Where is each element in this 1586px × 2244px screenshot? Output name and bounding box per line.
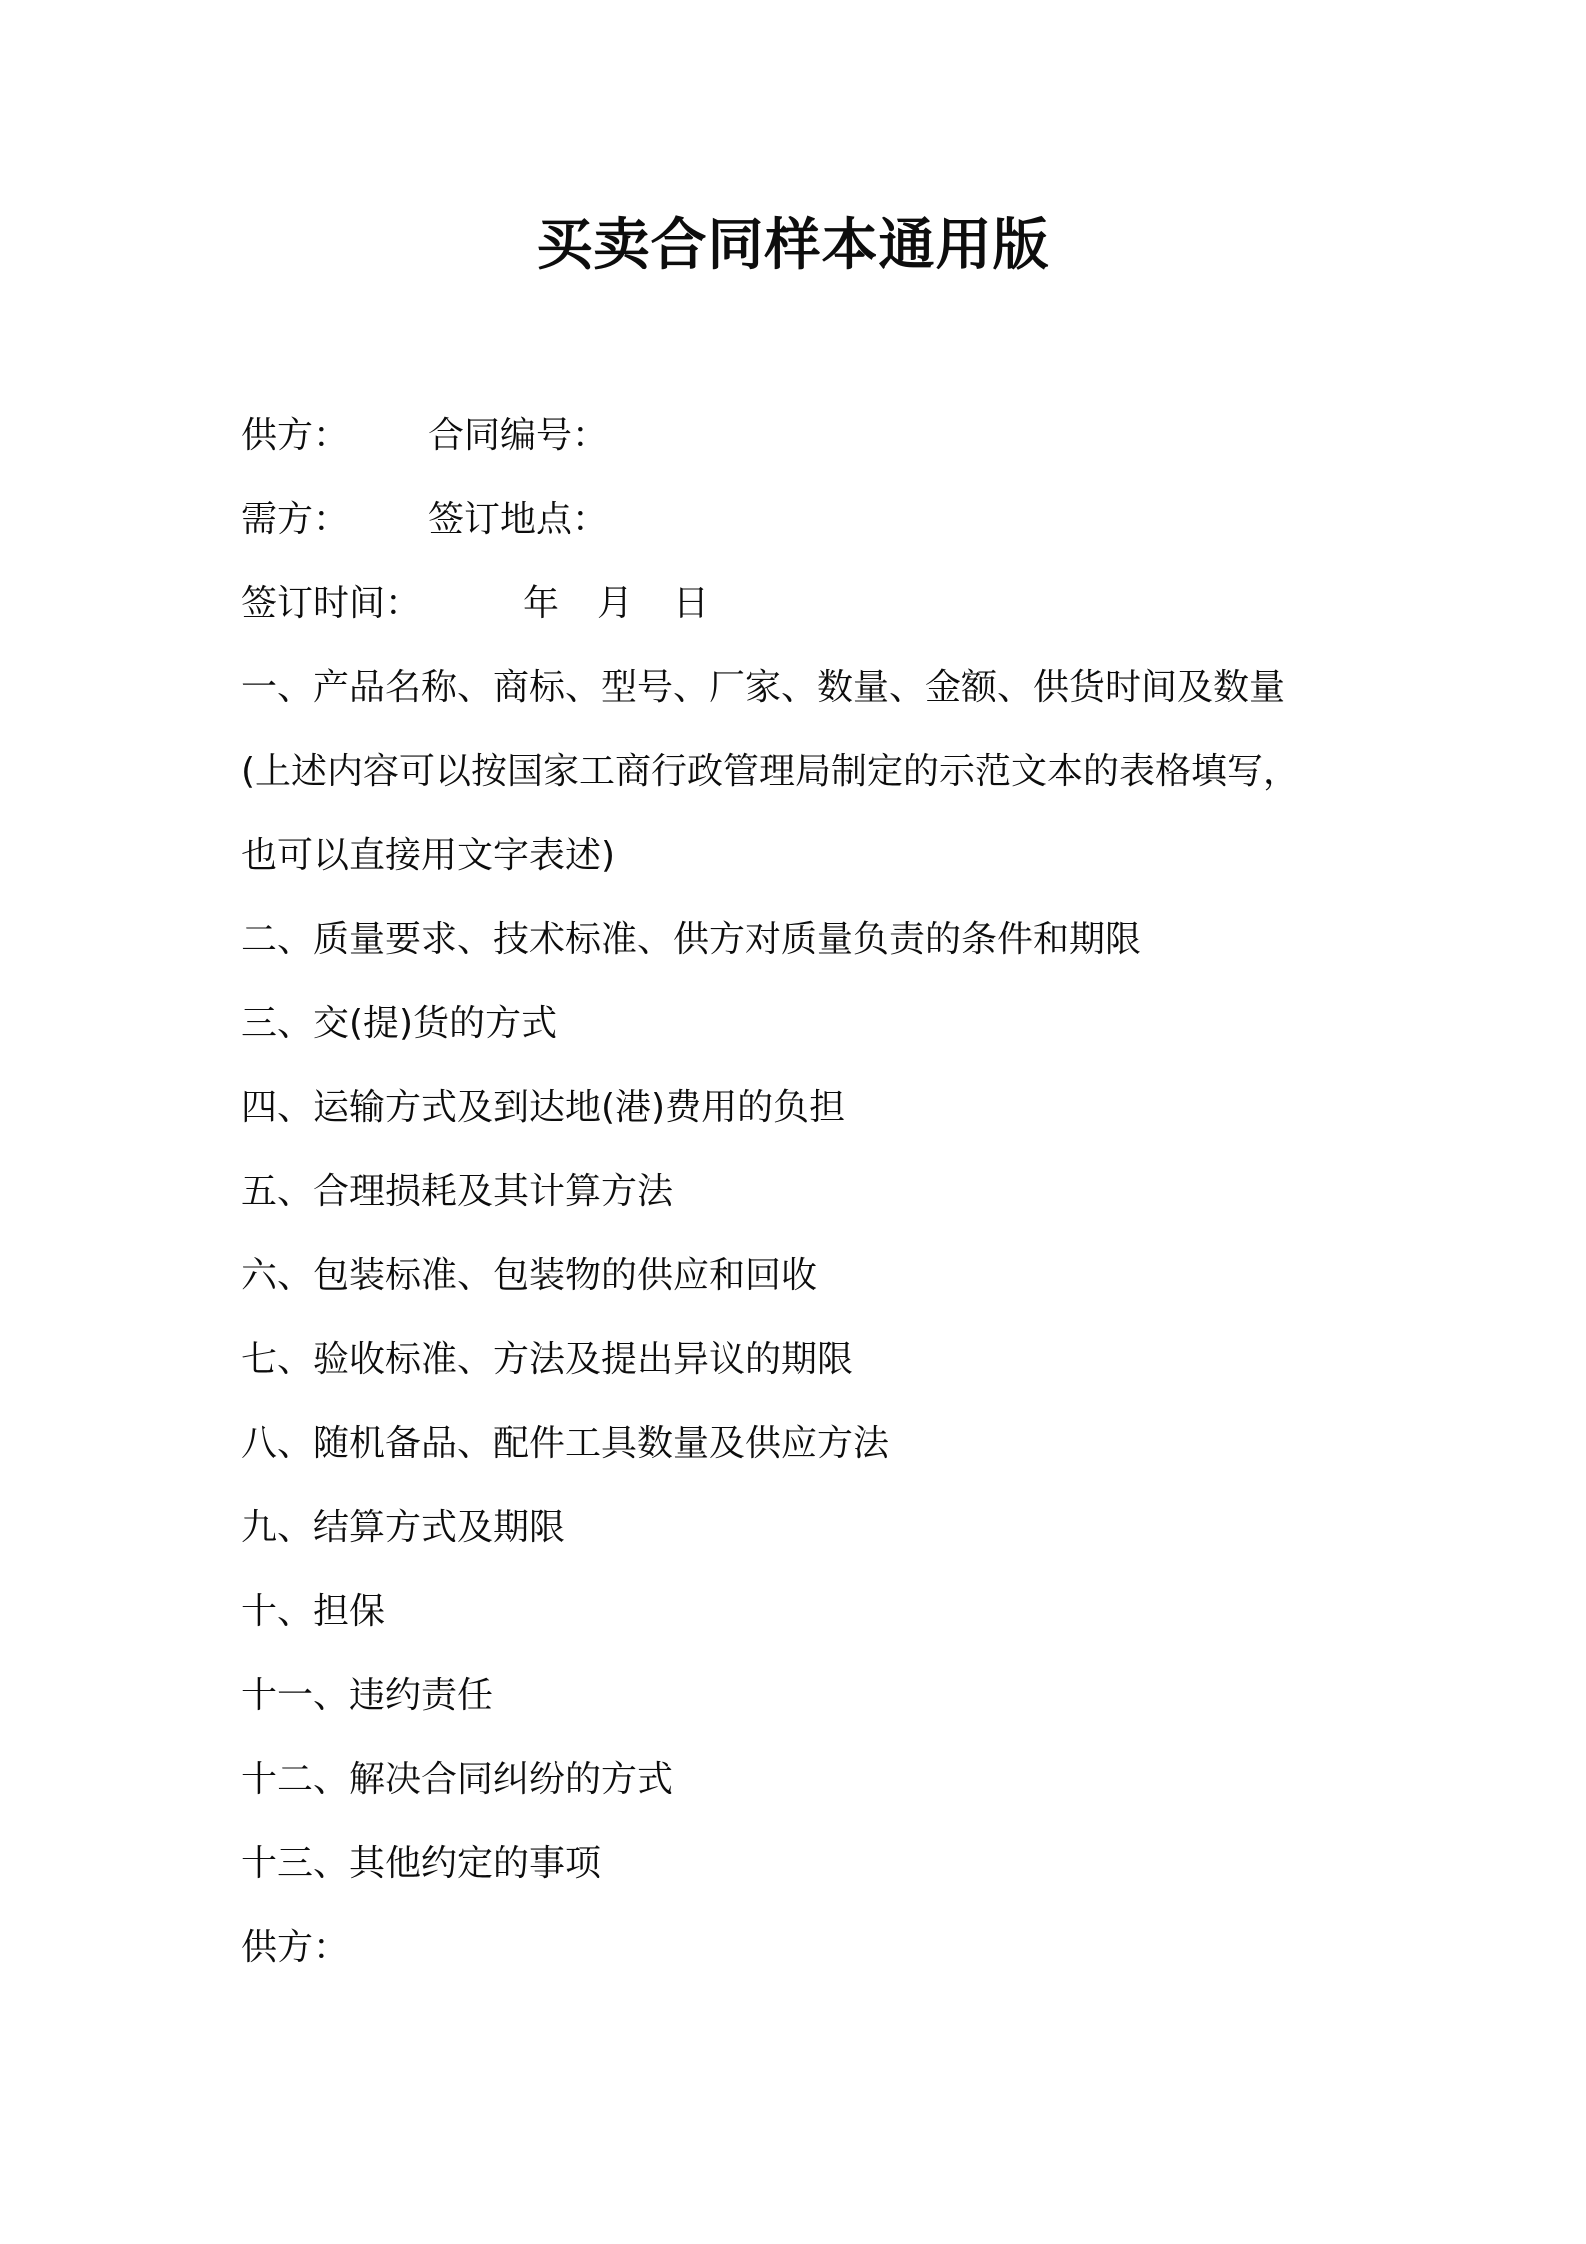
supplier-label: 供方： — [241, 415, 350, 456]
sign-time-label: 签订时间： — [241, 583, 422, 624]
buyer-label: 需方： — [241, 499, 350, 540]
clause-line: 也可以直接用文字表述) — [241, 835, 616, 876]
clause-line: 七、验收标准、方法及提出异议的期限 — [241, 1339, 854, 1380]
year-label: 年 — [523, 583, 560, 624]
clause-line: 四、运输方式及到达地(港)费用的负担 — [241, 1087, 846, 1128]
clause-line: 五、合理损耗及其计算方法 — [241, 1171, 674, 1212]
sign-place-label: 签订地点： — [428, 499, 609, 540]
clause-line: 三、交(提)货的方式 — [241, 1003, 558, 1044]
clause-line: 十二、解决合同纠纷的方式 — [241, 1759, 674, 1800]
clause-line: 十一、违约责任 — [241, 1675, 494, 1716]
clause-line: (上述内容可以按国家工商行政管理局制定的示范文本的表格填写， — [241, 751, 1300, 792]
document-title: 买卖合同样本通用版 — [536, 213, 1050, 278]
clause-line: 十、担保 — [241, 1591, 386, 1632]
clause-line: 六、包装标准、包装物的供应和回收 — [241, 1255, 818, 1296]
clause-line: 八、随机备品、配件工具数量及供应方法 — [241, 1423, 890, 1464]
footer-supplier-label: 供方： — [241, 1927, 350, 1968]
contract-number-label: 合同编号： — [428, 415, 609, 456]
clause-line: 一、产品名称、商标、型号、厂家、数量、金额、供货时间及数量 — [241, 667, 1286, 708]
clause-line: 十三、其他约定的事项 — [241, 1843, 602, 1884]
clause-line: 二、质量要求、技术标准、供方对质量负责的条件和期限 — [241, 919, 1142, 960]
month-label: 月 — [597, 583, 634, 624]
day-label: 日 — [673, 583, 710, 624]
clause-line: 九、结算方式及期限 — [241, 1507, 566, 1548]
